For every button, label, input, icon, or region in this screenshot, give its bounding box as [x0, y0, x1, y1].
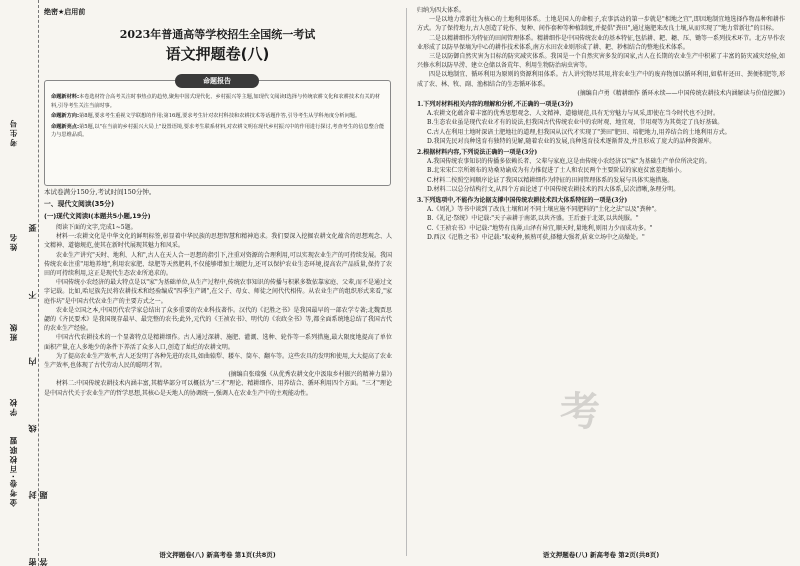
- question-option: C.《王祯农书》中记载:"地势有良薄,山泽有异宜,顺天时,量地利,则用力少而成功多。": [427, 224, 653, 232]
- question-3: 3.下列选项中,不能作为论据支撑中国传统农耕技术四大体系特征的一项是(3分): [417, 197, 628, 205]
- question-2: 2.根据材料内容,下列说法正确的一项是(3分): [417, 149, 538, 157]
- report-title: 命题报告: [175, 74, 259, 88]
- passage-continued: [417, 6, 785, 242]
- report-body: [51, 93, 385, 142]
- instruction: 阅读下面的文字,完成1~5题。: [56, 224, 137, 231]
- question-option: D.我国先民对良种选育有独特的见解,随着农业的发展,良种选育技术逐渐普及,并且形成了庞大的品种资源库。: [427, 137, 716, 145]
- question-option: A.《周礼》等书中谈到了改良土壤和对不同土壤应施不同肥料的"土化之法"以及"粪种"。: [427, 206, 661, 214]
- exam-title: 2023年普通高等学校招生全国统一考试: [119, 28, 316, 41]
- source-citation: (摘编自卢勇《精耕细作 循环永续——中国传统农耕技术内涵解读与价值挖掘》): [577, 89, 785, 97]
- name-field-label: 姓名: [9, 232, 18, 251]
- question-option: C.古人在利用土地时深谙土肥地壮的道理,但我国从汉代才实现了"粪田"肥田、培肥地力,用养结合的土地利用方式。: [427, 128, 731, 136]
- proposition-report-box: [44, 77, 391, 186]
- question-option: B.《礼记·祭统》中记载:"天子亲耕于南郊,以共齐盛。王后蚕于北郊,以共纯服。": [427, 215, 639, 223]
- subsection-heading: (一)现代文阅读Ⅰ(本题共5小题,19分): [44, 212, 151, 220]
- binding-margin: [0, 0, 48, 566]
- class-field-label: 班级: [9, 322, 18, 341]
- left-page: [40, 0, 395, 566]
- question-option: A.农耕文化蕴含着丰富的优秀思想观念、人文精神、道德规范,具有无穷魅力与风采,即使在当今时代也不过时。: [427, 110, 720, 118]
- watermark-logo: 考: [560, 388, 600, 435]
- passage: [44, 223, 392, 398]
- question-option: D.材料二以总分结构行文,从四个方面论述了中国传统农耕技术的四大体系,层次清晰,条理分明。: [427, 185, 680, 193]
- paragraph: 一是以地力常新壮为核心的土地利用体系。土地是国人的命根子,农事活动的第一步就是"相地之宜",即因地制宜地选择作物品种和耕作方式。为了保持地力,古人创造了轮作、复种、间作套种等种植制度,并提倡"粪田",通过施肥来改良土壤,从而实现了"地力常新壮"的目标。: [417, 16, 785, 33]
- question-option: C.材料二按照空间顺序论证了我国以精耕细作为特征的田间管理体系的发展与具体实施措施。: [427, 176, 674, 184]
- school-name: 金考卷·百校联盟: [9, 434, 18, 506]
- paragraph: 农业生产讲究"天时、地利、人和",古人在天人合一思想的指引下,注重对资源的合理利用,可以实现农业生产的可持续发展。我国传统农业注重"用地养地",利用农家肥、绿肥等天然肥料,不仅能够增加土壤肥力,还可以保护农业生态环境,提高农产品质量,保持了农田的可持续利用,这正是现代生态农业所追求的。: [44, 251, 392, 278]
- report-item: 命题新材料:本卷选材符合高考关注时事热点的趋势,聚焦中国式现代化、乡村振兴等主题,如现代文阅读Ⅰ选择与传统农耕文化和农耕技术有关的材料,引导考生关注当前时事。: [51, 94, 381, 109]
- question-option: B.生态农业虽是现代农业才有的说法,但我国古代传统农业中的农时观、地宜观、节用观等为其奠定了良好基础。: [427, 119, 724, 127]
- page-footer: 语文押题卷(八) 新高考卷 第1页(共8页): [159, 550, 276, 559]
- paragraph: 材料一:农耕文化是中华文化的鲜明标签,彰显着中华民族的思想智慧和精神追求。我们要深入挖掘农耕文化蕴含的思想观念、人文精神、道德规范,使其在新时代展现其魅力和风采。: [44, 233, 392, 250]
- question-option: A.我国传统农事知识的传播多依赖长者、父辈与家庭,这是由传统小农经济以"家"为基础生产单位所决定的。: [427, 158, 711, 166]
- paragraph: 材料二:中国传统农耕技术内涵丰富,其精华部分可以概括为"三才"理论、精耕细作、用养结合、循环利用四个方面。"三才"理论是中国古代关于农业生产的哲学思想,其核心是天地人的协调统一,强调人在农业生产中的主观能动性。: [44, 380, 392, 397]
- secret-mark: 绝密★启用前: [44, 8, 86, 16]
- paper-title: 语文押题卷(八): [165, 45, 270, 63]
- question-option: B.北宋宋仁宗所颁布的劝桑劝谕成为有力推促进了士人和农民两个主要阶层的家庭贫富差距缩小。: [427, 167, 686, 175]
- section-heading: 一、现代文阅读(35分): [44, 200, 115, 208]
- report-item: 命题新方向:第8题,要求考生重视文学联想的作用;第16题,要求考生针对农村科技和农耕技术等话题作答,引导考生从学科角度分析问题。: [51, 113, 361, 120]
- paragraph: 农业是立国之本,中国历代农学家总结出了众多重要的农业科技著作。汉代的《氾胜之书》是我国最早的一部农学专著;北魏贾思勰的《齐民要术》是我国现存最早、最完整的农书;此外,元代的《王祯农书》、明代的《农政全书》等,都全面系统地总结了我国古代的农业生产经验。: [44, 306, 392, 333]
- right-page: [415, 0, 787, 566]
- question-option: D.西汉《氾胜之书》中记载:"取麦种,候熟可获,择穗大强者,斩束立场中之高燥处。": [427, 233, 645, 241]
- question-1: 1.下列对材料相关内容的理解和分析,不正确的一项是(3分): [417, 101, 574, 109]
- report-item: 命题新亮点:第5题,以"在当前的乡村振兴大局上"设置语境,要求考生联系材料,对农耕文明在现代乡村振兴中的作用进行探讨,考查考生的信息整合能力与思维品质。: [51, 123, 385, 139]
- exam-meta: 本试卷满分150分,考试时间150分钟。: [44, 188, 156, 196]
- paragraph: 二是以精耕细作为特征的田间管理体系。精耕细作是中国传统农业的基本特征,包括耕、耙、耱、压、锄等一系列技术环节。北方旱作农业形成了以防旱保墒为中心的耕作技术体系,南方水田农业则形成了耕、耙、耖相结合的整地技术体系。: [417, 34, 785, 51]
- seal-line-text: 密 封 线 内 不 要 答 题: [27, 196, 48, 566]
- source-citation: (摘编自张瑞强《从优秀农耕文化中汲取乡村振兴的精神力量》): [228, 371, 392, 379]
- paragraph: 归纳为四大体系。: [417, 7, 466, 14]
- paragraph: 为了提高农业生产效率,古人还发明了各种先进的农具,如曲辕犁、耧车、筒车、翻车等。这些农具的发明和使用,大大提高了农业生产效率,也体现了古代劳动人民的聪明才智。: [44, 352, 392, 370]
- school-field-label: 学校: [9, 397, 18, 416]
- paragraph: 三是以防御自然灾害为目标的防灾减灾体系。我国是一个自然灾害多发的国家,古人在长期的农业生产中积累了丰富的防灾减灾经验,如兴修水利以防旱涝、建立仓储以备荒年、利用生物防治病虫害等。: [417, 53, 785, 70]
- paragraph: 四是以地制宜、循环利用为原则的资源利用体系。古人讲究物尽其用,将农业生产中的废弃物加以循环利用,如秸秆还田、粪便积肥等,形成了农、林、牧、副、渔相结合的生态循环体系。: [417, 71, 785, 88]
- page-footer: 语文押题卷(八) 新高考卷 第2页(共8页): [542, 550, 660, 559]
- paragraph: 中国传统小农经济的最大特点是以"家"为基础单位,从生产过程中,传统农事知识的传播与积累多数依靠家庭、父辈,而不是通过文字记载。比如,哈尼族先民将农耕技术和经验编成"四季生产调",在父子、母女、师徒之间代代相传。从农业生产的组织形式来看,"家庭作坊"是中国古代农业生产的主要方式之一。: [44, 279, 392, 305]
- exam-number-field-label: 考生号: [9, 117, 18, 146]
- paragraph: 中国古代农耕技术的一个显著特点是精耕细作。古人通过深耕、施肥、灌溉、选种、轮作等一系列措施,最大限度地提高了单位面积产量,在人多地少的条件下养活了众多人口,创造了灿烂的农耕文明。: [44, 334, 392, 351]
- page-divider: [406, 8, 407, 556]
